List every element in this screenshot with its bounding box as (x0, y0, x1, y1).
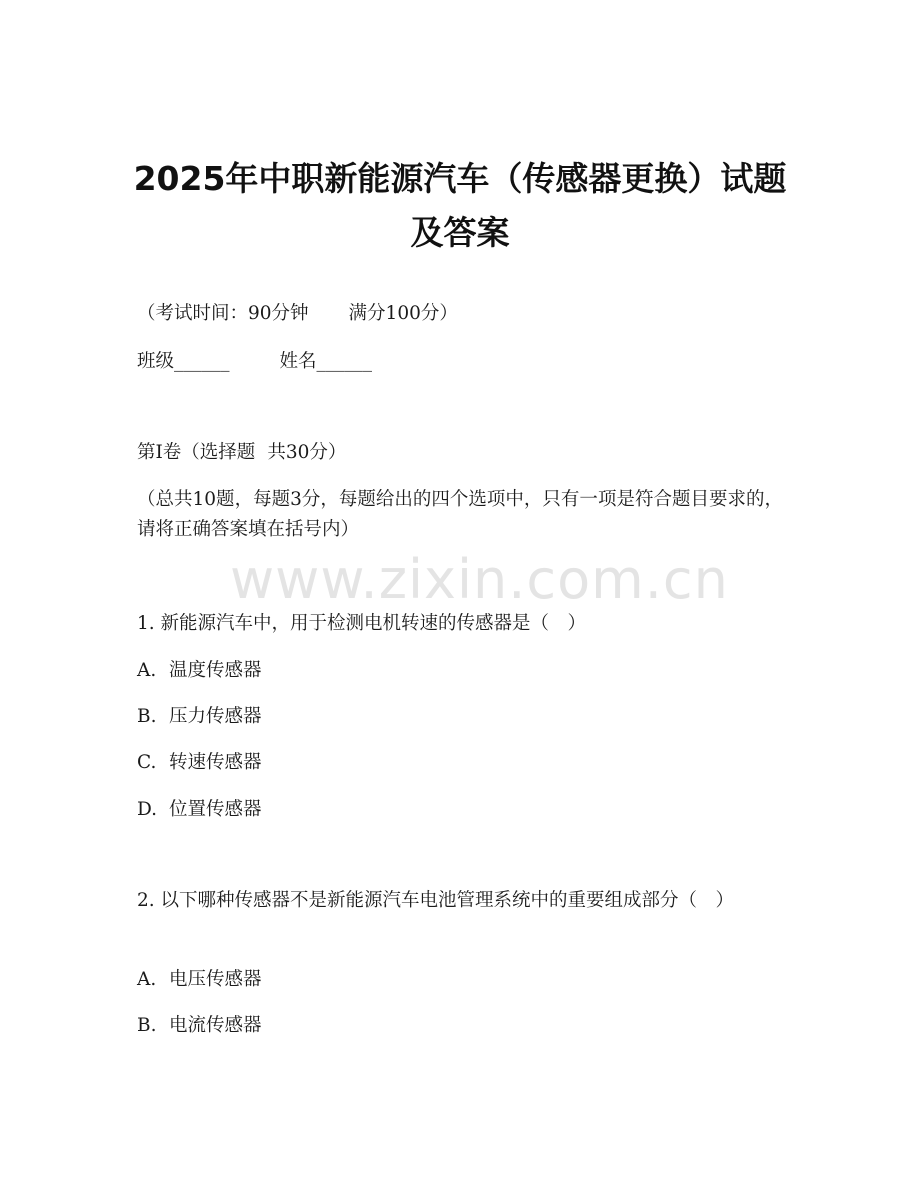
class-field: 班级______ (137, 351, 230, 372)
section-title: 第I卷（选择题 (137, 442, 256, 463)
student-info (137, 350, 372, 374)
option-text: 温度传感器 (169, 660, 262, 681)
option-item (137, 968, 262, 992)
option-item (137, 1014, 262, 1038)
exam-info (137, 302, 458, 326)
section-total: 共30分） (267, 442, 347, 463)
option-text: 电流传感器 (169, 1015, 262, 1036)
page-title (120, 152, 800, 260)
section-heading (137, 441, 346, 465)
title-line-1: 2025年中职新能源汽车（传感器更换）试题 (133, 159, 787, 198)
title-line-2: 及答案 (410, 213, 510, 252)
question-stem: 1. 新能源汽车中，用于检测电机转速的传感器是（ ） (137, 613, 587, 634)
option-item (137, 659, 262, 683)
exam-time: （考试时间：90分钟 (137, 303, 309, 324)
option-letter: A. (137, 969, 157, 990)
full-score: 满分100分） (348, 303, 458, 324)
option-text: 压力传感器 (169, 706, 262, 727)
option-letter: B. (137, 1015, 157, 1036)
question-stem: 2. 以下哪种传感器不是新能源汽车电池管理系统中的重要组成部分（ ） (137, 890, 735, 911)
option-text: 电压传感器 (169, 969, 262, 990)
option-item (137, 751, 262, 775)
option-letter: A. (137, 660, 157, 681)
section-instruction: （总共10题，每题3分，每题给出的四个选项中，只有一项是符合题目要求的，请将正确答案填在括号内） (137, 489, 783, 540)
watermark: www.zixin.com.cn (230, 548, 729, 611)
option-text: 位置传感器 (169, 799, 262, 820)
option-letter: D. (137, 799, 158, 820)
option-letter: C. (137, 752, 157, 773)
option-letter: B. (137, 706, 157, 727)
option-item (137, 798, 262, 822)
option-text: 转速传感器 (169, 752, 262, 773)
name-field: 姓名______ (279, 351, 373, 372)
option-item (137, 705, 262, 729)
